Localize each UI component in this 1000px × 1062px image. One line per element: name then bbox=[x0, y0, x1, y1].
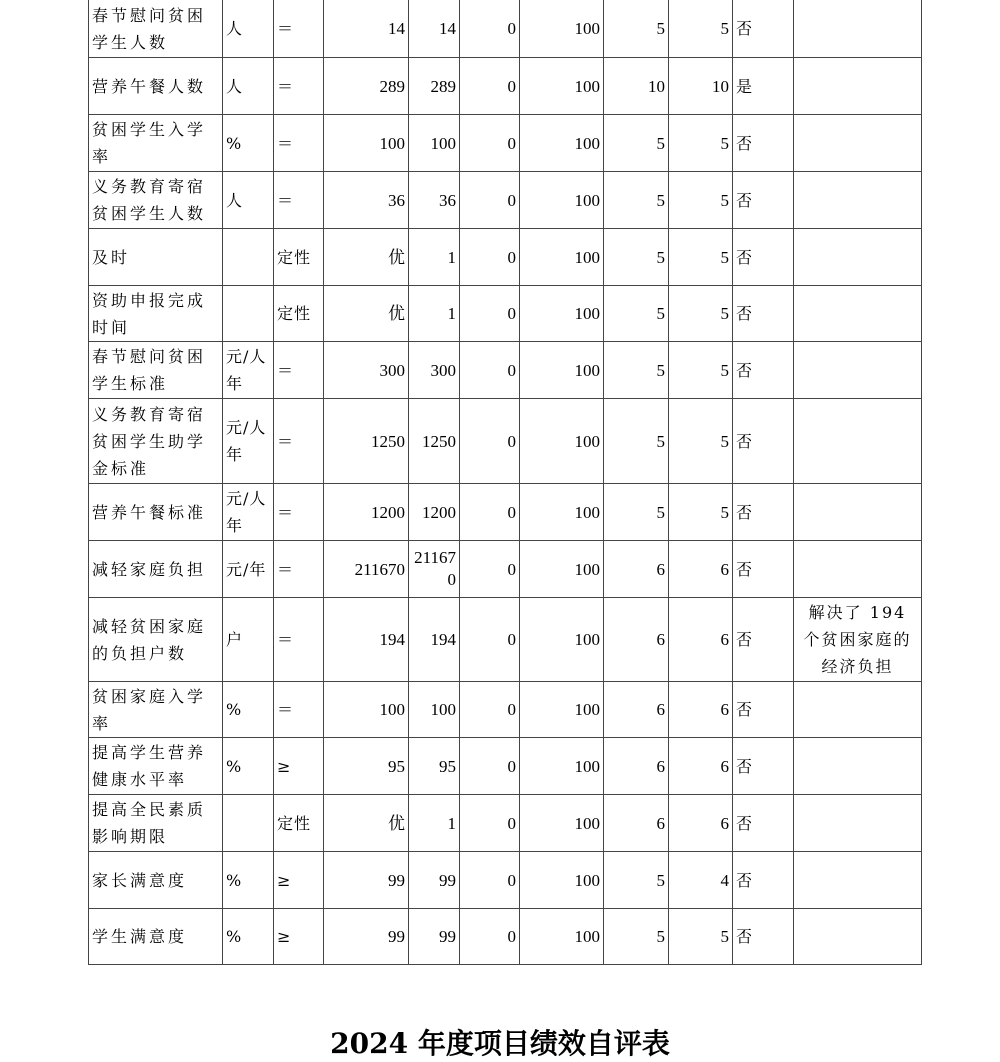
operator-cell: ＝ bbox=[274, 115, 324, 172]
completion-rate-cell: 100 bbox=[520, 795, 604, 852]
unit-cell bbox=[223, 229, 274, 286]
obtained-score-cell: 10 bbox=[669, 58, 733, 115]
indicator-name-cell: 春节慰问贫困学生人数 bbox=[89, 0, 223, 58]
obtained-score-cell: 5 bbox=[669, 115, 733, 172]
target-value-cell: 优 bbox=[324, 229, 409, 286]
obtained-score-cell: 5 bbox=[669, 342, 733, 399]
flag-cell: 否 bbox=[733, 909, 794, 965]
remark-cell bbox=[794, 172, 922, 229]
actual-value-cell: 99 bbox=[409, 909, 460, 965]
target-value-cell: 优 bbox=[324, 795, 409, 852]
remark-cell: 解决了 194 个贫困家庭的经济负担 bbox=[794, 598, 922, 682]
operator-cell: ＝ bbox=[274, 399, 324, 484]
target-value-cell: 优 bbox=[324, 286, 409, 342]
deviation-cell: 0 bbox=[460, 598, 520, 682]
unit-cell: 人 bbox=[223, 0, 274, 58]
flag-cell: 否 bbox=[733, 682, 794, 738]
table-row bbox=[89, 598, 922, 682]
remark-cell bbox=[794, 0, 922, 58]
obtained-score-cell: 6 bbox=[669, 598, 733, 682]
indicator-name-cell: 义务教育寄宿贫困学生助学金标准 bbox=[89, 399, 223, 484]
completion-rate-cell: 100 bbox=[520, 115, 604, 172]
remark-cell bbox=[794, 852, 922, 909]
operator-cell: ＝ bbox=[274, 58, 324, 115]
deviation-cell: 0 bbox=[460, 58, 520, 115]
indicator-name-cell: 义务教育寄宿贫困学生人数 bbox=[89, 172, 223, 229]
unit-cell: 人 bbox=[223, 58, 274, 115]
remark-cell bbox=[794, 541, 922, 598]
actual-value-cell: 1 bbox=[409, 286, 460, 342]
table-row bbox=[89, 0, 922, 58]
remark-cell bbox=[794, 484, 922, 541]
deviation-cell: 0 bbox=[460, 342, 520, 399]
indicator-name-cell: 减轻家庭负担 bbox=[89, 541, 223, 598]
actual-value-cell: 1 bbox=[409, 229, 460, 286]
table-row bbox=[89, 115, 922, 172]
unit-cell: 户 bbox=[223, 598, 274, 682]
operator-cell: ≥ bbox=[274, 738, 324, 795]
obtained-score-cell: 6 bbox=[669, 795, 733, 852]
obtained-score-cell: 5 bbox=[669, 909, 733, 965]
completion-rate-cell: 100 bbox=[520, 172, 604, 229]
completion-rate-cell: 100 bbox=[520, 909, 604, 965]
table-row bbox=[89, 286, 922, 342]
actual-value-cell: 1 bbox=[409, 795, 460, 852]
deviation-cell: 0 bbox=[460, 541, 520, 598]
indicator-name-cell: 及时 bbox=[89, 229, 223, 286]
unit-cell: % bbox=[223, 738, 274, 795]
actual-value-cell: 14 bbox=[409, 0, 460, 58]
indicator-name-cell: 营养午餐人数 bbox=[89, 58, 223, 115]
remark-cell bbox=[794, 795, 922, 852]
actual-value-cell: 194 bbox=[409, 598, 460, 682]
remark-cell bbox=[794, 399, 922, 484]
actual-value-cell: 289 bbox=[409, 58, 460, 115]
target-value-cell: 194 bbox=[324, 598, 409, 682]
table-row bbox=[89, 172, 922, 229]
unit-cell bbox=[223, 795, 274, 852]
weight-score-cell: 5 bbox=[604, 115, 669, 172]
unit-cell: 元/人年 bbox=[223, 399, 274, 484]
target-value-cell: 300 bbox=[324, 342, 409, 399]
flag-cell: 否 bbox=[733, 852, 794, 909]
weight-score-cell: 5 bbox=[604, 0, 669, 58]
flag-cell: 否 bbox=[733, 598, 794, 682]
deviation-cell: 0 bbox=[460, 484, 520, 541]
target-value-cell: 36 bbox=[324, 172, 409, 229]
flag-cell: 否 bbox=[733, 229, 794, 286]
operator-cell: ≥ bbox=[274, 909, 324, 965]
unit-cell bbox=[223, 286, 274, 342]
actual-value-cell: 1250 bbox=[409, 399, 460, 484]
obtained-score-cell: 5 bbox=[669, 399, 733, 484]
indicator-name-cell: 减轻贫困家庭的负担户数 bbox=[89, 598, 223, 682]
weight-score-cell: 5 bbox=[604, 484, 669, 541]
target-value-cell: 99 bbox=[324, 909, 409, 965]
remark-cell bbox=[794, 115, 922, 172]
unit-cell: 元/人年 bbox=[223, 342, 274, 399]
completion-rate-cell: 100 bbox=[520, 399, 604, 484]
indicator-name-cell: 家长满意度 bbox=[89, 852, 223, 909]
unit-cell: 元/年 bbox=[223, 541, 274, 598]
remark-cell bbox=[794, 229, 922, 286]
indicator-name-cell: 营养午餐标准 bbox=[89, 484, 223, 541]
flag-cell: 否 bbox=[733, 399, 794, 484]
deviation-cell: 0 bbox=[460, 172, 520, 229]
table-row bbox=[89, 795, 922, 852]
obtained-score-cell: 5 bbox=[669, 0, 733, 58]
actual-value-cell: 100 bbox=[409, 682, 460, 738]
unit-cell: % bbox=[223, 852, 274, 909]
remark-cell bbox=[794, 342, 922, 399]
unit-cell: 元/人年 bbox=[223, 484, 274, 541]
weight-score-cell: 5 bbox=[604, 852, 669, 909]
completion-rate-cell: 100 bbox=[520, 0, 604, 58]
remark-cell bbox=[794, 58, 922, 115]
unit-cell: % bbox=[223, 115, 274, 172]
indicator-name-cell: 资助申报完成时间 bbox=[89, 286, 223, 342]
weight-score-cell: 6 bbox=[604, 682, 669, 738]
completion-rate-cell: 100 bbox=[520, 229, 604, 286]
target-value-cell: 100 bbox=[324, 115, 409, 172]
flag-cell: 否 bbox=[733, 172, 794, 229]
indicator-name-cell: 贫困家庭入学率 bbox=[89, 682, 223, 738]
obtained-score-cell: 5 bbox=[669, 229, 733, 286]
operator-cell: 定性 bbox=[274, 286, 324, 342]
actual-value-cell: 36 bbox=[409, 172, 460, 229]
weight-score-cell: 5 bbox=[604, 172, 669, 229]
deviation-cell: 0 bbox=[460, 852, 520, 909]
flag-cell: 否 bbox=[733, 0, 794, 58]
weight-score-cell: 5 bbox=[604, 909, 669, 965]
completion-rate-cell: 100 bbox=[520, 852, 604, 909]
obtained-score-cell: 5 bbox=[669, 484, 733, 541]
deviation-cell: 0 bbox=[460, 286, 520, 342]
next-section-title: 2024 年度项目绩效自评表 bbox=[330, 1027, 670, 1060]
table-row bbox=[89, 342, 922, 399]
flag-cell: 否 bbox=[733, 484, 794, 541]
actual-value-cell: 211670 bbox=[409, 541, 460, 598]
target-value-cell: 99 bbox=[324, 852, 409, 909]
weight-score-cell: 6 bbox=[604, 738, 669, 795]
indicator-name-cell: 提高全民素质影响期限 bbox=[89, 795, 223, 852]
flag-cell: 否 bbox=[733, 115, 794, 172]
completion-rate-cell: 100 bbox=[520, 598, 604, 682]
deviation-cell: 0 bbox=[460, 682, 520, 738]
completion-rate-cell: 100 bbox=[520, 286, 604, 342]
unit-cell: 人 bbox=[223, 172, 274, 229]
obtained-score-cell: 6 bbox=[669, 738, 733, 795]
target-value-cell: 289 bbox=[324, 58, 409, 115]
operator-cell: 定性 bbox=[274, 229, 324, 286]
target-value-cell: 95 bbox=[324, 738, 409, 795]
obtained-score-cell: 6 bbox=[669, 682, 733, 738]
actual-value-cell: 100 bbox=[409, 115, 460, 172]
table-row bbox=[89, 58, 922, 115]
obtained-score-cell: 5 bbox=[669, 286, 733, 342]
operator-cell: ＝ bbox=[274, 172, 324, 229]
remark-cell bbox=[794, 738, 922, 795]
operator-cell: ＝ bbox=[274, 682, 324, 738]
target-value-cell: 211670 bbox=[324, 541, 409, 598]
table-row bbox=[89, 541, 922, 598]
actual-value-cell: 99 bbox=[409, 852, 460, 909]
table-row bbox=[89, 399, 922, 484]
indicator-name-cell: 贫困学生入学率 bbox=[89, 115, 223, 172]
table-row bbox=[89, 852, 922, 909]
remark-cell bbox=[794, 909, 922, 965]
deviation-cell: 0 bbox=[460, 738, 520, 795]
table-row bbox=[89, 682, 922, 738]
indicator-name-cell: 提高学生营养健康水平率 bbox=[89, 738, 223, 795]
remark-cell bbox=[794, 286, 922, 342]
table-row bbox=[89, 484, 922, 541]
weight-score-cell: 5 bbox=[604, 229, 669, 286]
operator-cell: ＝ bbox=[274, 342, 324, 399]
weight-score-cell: 5 bbox=[604, 399, 669, 484]
deviation-cell: 0 bbox=[460, 115, 520, 172]
completion-rate-cell: 100 bbox=[520, 738, 604, 795]
unit-cell: % bbox=[223, 682, 274, 738]
deviation-cell: 0 bbox=[460, 0, 520, 58]
deviation-cell: 0 bbox=[460, 795, 520, 852]
flag-cell: 否 bbox=[733, 286, 794, 342]
weight-score-cell: 10 bbox=[604, 58, 669, 115]
weight-score-cell: 6 bbox=[604, 598, 669, 682]
indicator-name-cell: 学生满意度 bbox=[89, 909, 223, 965]
remark-cell bbox=[794, 682, 922, 738]
operator-cell: ＝ bbox=[274, 541, 324, 598]
obtained-score-cell: 6 bbox=[669, 541, 733, 598]
flag-cell: 否 bbox=[733, 541, 794, 598]
target-value-cell: 14 bbox=[324, 0, 409, 58]
obtained-score-cell: 4 bbox=[669, 852, 733, 909]
flag-cell: 是 bbox=[733, 58, 794, 115]
deviation-cell: 0 bbox=[460, 229, 520, 286]
weight-score-cell: 5 bbox=[604, 286, 669, 342]
target-value-cell: 1250 bbox=[324, 399, 409, 484]
actual-value-cell: 300 bbox=[409, 342, 460, 399]
completion-rate-cell: 100 bbox=[520, 58, 604, 115]
table-row bbox=[89, 909, 922, 965]
completion-rate-cell: 100 bbox=[520, 541, 604, 598]
completion-rate-cell: 100 bbox=[520, 342, 604, 399]
operator-cell: ≥ bbox=[274, 852, 324, 909]
flag-cell: 否 bbox=[733, 738, 794, 795]
weight-score-cell: 6 bbox=[604, 541, 669, 598]
operator-cell: ＝ bbox=[274, 0, 324, 58]
actual-value-cell: 1200 bbox=[409, 484, 460, 541]
weight-score-cell: 6 bbox=[604, 795, 669, 852]
performance-table bbox=[88, 0, 922, 965]
indicator-name-cell: 春节慰问贫困学生标准 bbox=[89, 342, 223, 399]
weight-score-cell: 5 bbox=[604, 342, 669, 399]
target-value-cell: 100 bbox=[324, 682, 409, 738]
completion-rate-cell: 100 bbox=[520, 484, 604, 541]
target-value-cell: 1200 bbox=[324, 484, 409, 541]
actual-value-cell: 95 bbox=[409, 738, 460, 795]
flag-cell: 否 bbox=[733, 342, 794, 399]
operator-cell: ＝ bbox=[274, 484, 324, 541]
table-row bbox=[89, 738, 922, 795]
obtained-score-cell: 5 bbox=[669, 172, 733, 229]
operator-cell: 定性 bbox=[274, 795, 324, 852]
deviation-cell: 0 bbox=[460, 909, 520, 965]
operator-cell: ＝ bbox=[274, 598, 324, 682]
flag-cell: 否 bbox=[733, 795, 794, 852]
completion-rate-cell: 100 bbox=[520, 682, 604, 738]
unit-cell: % bbox=[223, 909, 274, 965]
deviation-cell: 0 bbox=[460, 399, 520, 484]
table-row bbox=[89, 229, 922, 286]
